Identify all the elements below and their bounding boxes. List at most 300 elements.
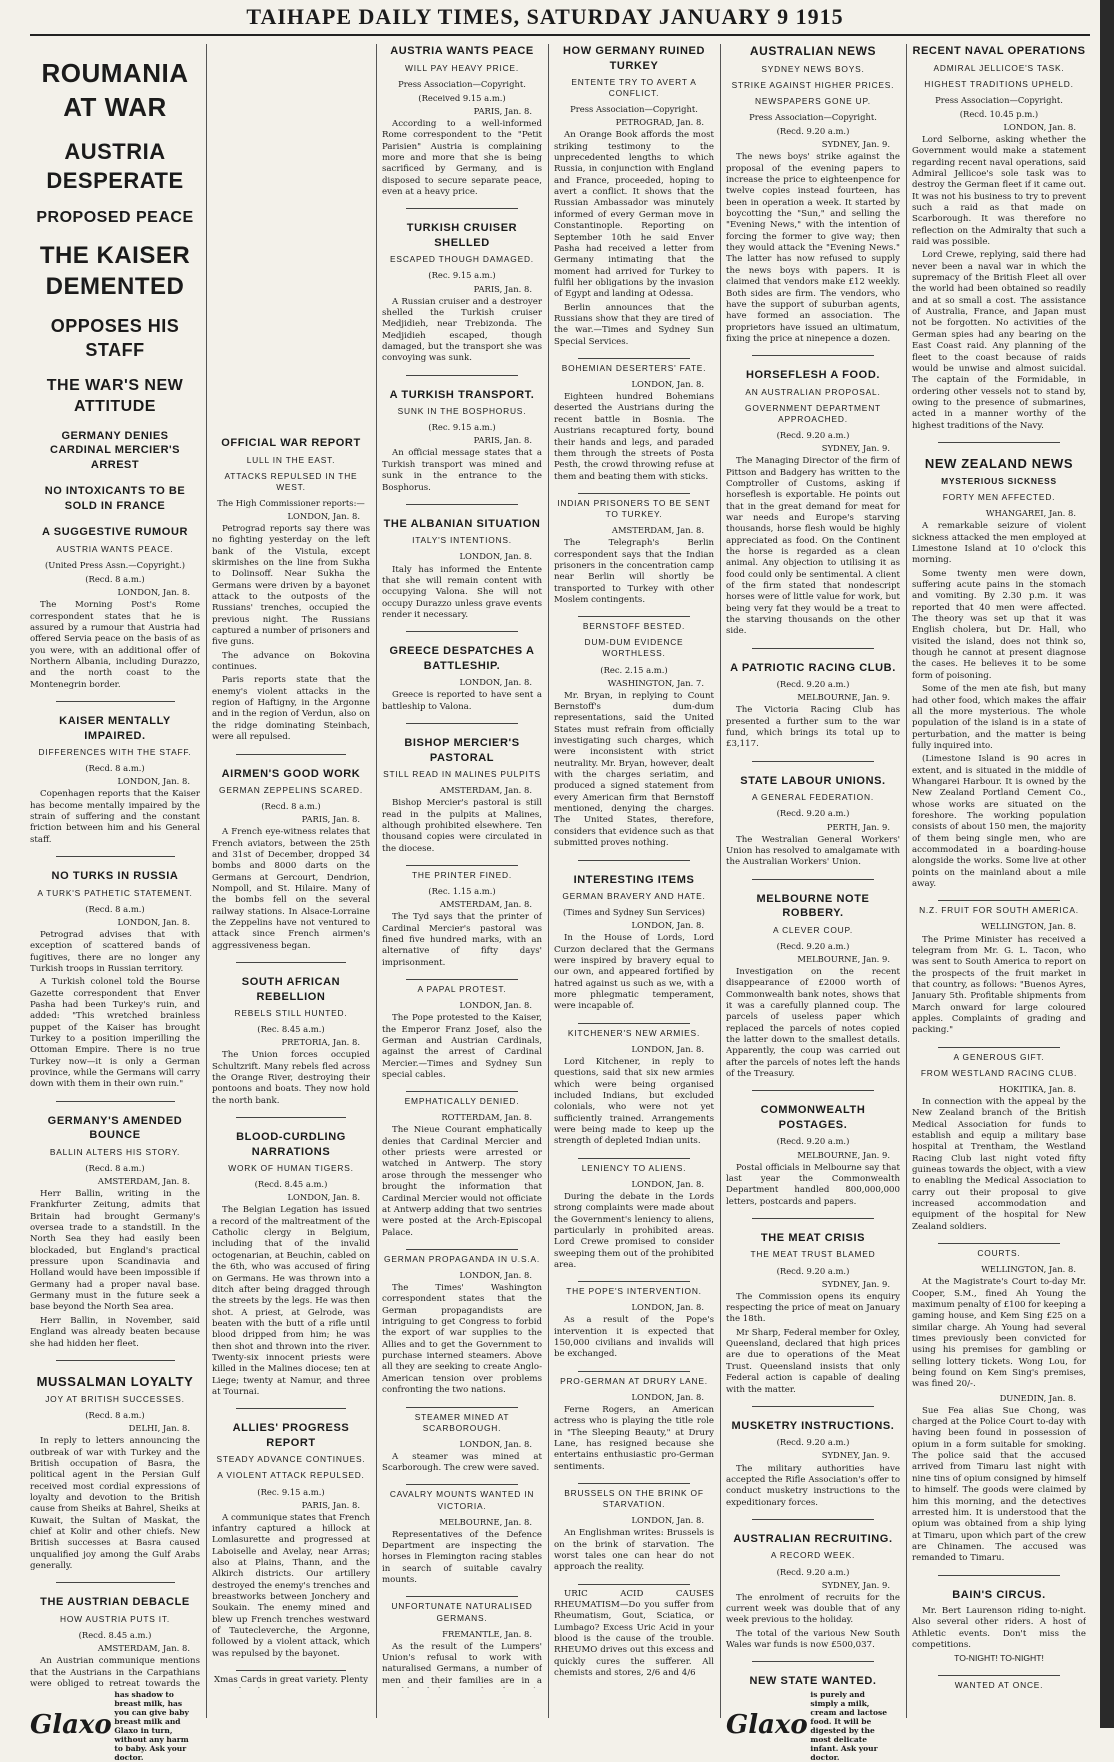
article-dateline: MELBOURNE, Jan. 9. xyxy=(797,1149,890,1160)
separator xyxy=(406,1407,518,1408)
article-title: MUSSALMAN LOYALTY xyxy=(36,1373,194,1389)
scan-edge xyxy=(1100,0,1114,1728)
article-received: (Rec. 9.15 a.m.) xyxy=(428,422,496,433)
article-body: A Turkish colonel told the Bourse Gazette correspondent that Enver Pasha had been Turkey's ruin, and added: "This wretched brainless puppet of the Kaiser has brought Turkey to a position imperilling the Ottoman Empire. There is no true Turkey now—it is only a German province, while the Germans will carry down with them in their own ruin." xyxy=(30,977,200,1090)
article-subtitle: STILL READ IN MALINES PULPITS xyxy=(383,769,541,780)
article xyxy=(726,774,900,869)
article-title: KAISER MENTALLY IMPAIRED. xyxy=(59,715,171,742)
article-body: Mr. Bryan, in replying to Count Bernstoff's dum-dum representations, said the United States must refrain from officially investigating such charges, which were inconsistent with strict neutrality. Mr. Bryan, however, dealt with the charges seriatim, and produced a signed statement from every American firm that Bernstoff mentioned, denying the charges. The United States, therefore, considers that evidence such as that submitted proves nothing. xyxy=(554,690,714,849)
article-title: GERMANY'S AMENDED BOUNCE xyxy=(47,1114,183,1142)
separator xyxy=(578,1371,690,1372)
article xyxy=(912,1052,1086,1233)
headline-2: AUSTRIA DESPERATE xyxy=(46,138,184,193)
column-divider xyxy=(548,44,549,1718)
article-body: Investigation on the recent disappearance of £2000 worth of Commonwealth bank notes, shows that it was a carefully planned coup. The parcels of useless paper which replaced the parcels of notes copied the latter down to the smallest details. Apparently, the coup was carried out after the parcels of notes left the hands of the Treasury. xyxy=(726,966,900,1080)
article-dateline: ROTTERDAM, Jan. 8. xyxy=(441,1112,532,1123)
article xyxy=(554,621,714,849)
article-body: A remarkable seizure of violent sickness attacked the men employed at Limestone Island at 10 o'clock this morning. xyxy=(912,521,1086,566)
separator xyxy=(752,1519,874,1520)
article-body: In reply to letters announcing the outbreak of war with Turkey and the British occupation of Basra, the political agent in the Persian Gulf received most cordial expressions of loyalty and devotion to the British cause from Sheiks at Bahrel, Sheiks at Kuwait, the Sultan of Maskat, the chief at Kolir and other chiefs. New British successes at Basra caused unqualified joy among the Gulf Arabs generally. xyxy=(30,1436,200,1572)
article-body: An Orange Book affords the most striking testimony to the unprecedented lengths to which Russia, in conjunction with England and France, proceeded, hoping to avert a conflict. It shows that the Russian Ambassador was minutely informed of every German move in Constantinople. Reporting on September 10th he said Enver Pasha had received a letter from Germany intimating that the moment had arrived for Turkey to fulfil her obligations by the invasion of Egypt and landing at Odessa. xyxy=(554,130,714,300)
article-subtitle: SYDNEY NEWS BOYS. xyxy=(761,63,865,74)
article-body: Copenhagen reports that the Kaiser has become mentally impaired by the strain of suffering and the constant friction between him and his General staff. xyxy=(30,789,200,845)
article-dateline: LONDON, Jan. 8. xyxy=(459,1000,532,1011)
article xyxy=(30,714,200,846)
glaxo-text: has shadow to breast milk, has you can give baby breast milk and Glaxo in turn, without any harm to baby. Ask your doctor. xyxy=(114,1690,189,1762)
article-dateline: SYDNEY, Jan. 9. xyxy=(821,1579,890,1590)
column-6 xyxy=(912,44,1086,1688)
article-body: The Pope protested to the Kaiser, the Emperor Franz Josef, also the German and Austrian Cardinals, against the arrest of Cardinal Mercier.—Times and Sydney Sun special cables. xyxy=(382,1013,542,1080)
article xyxy=(912,44,1086,432)
article-dateline: LONDON, Jan. 8. xyxy=(631,1043,704,1054)
article-subtitle: A TURK'S PATHETIC STATEMENT. xyxy=(37,887,193,898)
separator xyxy=(406,631,518,632)
article-source: Press Association—Copyright. xyxy=(935,94,1063,105)
article-title: A PAPAL PROTEST. xyxy=(417,984,507,995)
column-1 xyxy=(30,44,200,1688)
separator xyxy=(406,979,518,980)
glaxo-advert-left xyxy=(30,1690,200,1762)
article-dateline: HOKITIKA, Jan. 8. xyxy=(999,1083,1076,1094)
article-subtitle: WILL PAY HEAVY PRICE. xyxy=(405,62,519,73)
article-subtitle: DIFFERENCES WITH THE STAFF. xyxy=(38,747,192,758)
glaxo-logo: Glaxo xyxy=(30,1710,112,1741)
article-received: (Recd. 9.20 a.m.) xyxy=(776,808,850,819)
article-title: AUSTRIA WANTS PEACE xyxy=(390,45,534,57)
article-body: Ferne Rogers, an American actress who is playing the title role in "The Sleeping Beauty," at Drury Lane, has resigned because she entertains enthusiastic pro-German sentiments. xyxy=(554,1404,714,1472)
separator xyxy=(578,358,690,359)
article-title: THE MEAT CRISIS xyxy=(760,1231,866,1244)
separator xyxy=(406,1249,518,1250)
article-title: TURKISH CRUISER SHELLED xyxy=(406,222,518,249)
column-divider xyxy=(376,44,377,1718)
article-body: A steamer was mined at Scarborough. The crew were saved. xyxy=(382,1451,542,1474)
article-subtitle: SUNK IN THE BOSPHORUS. xyxy=(397,406,527,417)
separator xyxy=(578,1483,690,1484)
article-subtitle: LULL IN THE EAST. xyxy=(246,454,336,465)
article-dateline: FREMANTLE, Jan. 8. xyxy=(442,1628,532,1639)
separator xyxy=(578,1158,690,1159)
article-body: At the Magistrate's Court to-day Mr. Cooper, S.M., fined Ah Young the maximum penalty of £100 for keeping a gaming house, and Kem Sing £25 on a similar charge. Ah Young had several times previously been convicted for using his premises for gambling or selling lottery tickets. Wong Lou, for being found on Kem Sing's premises, was fined 20/-. xyxy=(912,1277,1086,1390)
article-dateline: PARIS, Jan. 8. xyxy=(301,1499,360,1510)
article xyxy=(212,1130,370,1398)
article-dateline: PETROGRAD, Jan. 8. xyxy=(615,117,704,128)
article-source: Press Association—Copyright. xyxy=(398,78,526,89)
masthead-title: TAIHAPE DAILY TIMES, SATURDAY JANUARY 9 1915 xyxy=(246,4,844,29)
article-subtitle: HOW AUSTRIA PUTS IT. xyxy=(60,1613,170,1624)
article-body: The Telegraph's Berlin correspondent says that the Indian prisoners in the concentration camp near Berlin will shortly be transported to Turkey with other Moslem contingents. xyxy=(554,538,714,605)
article-body: A French eye-witness relates that French aviators, between the 25th and 31st of December, dropped 34 bombs and 8000 darts on the Germans at Gercourt, Dendrion, Nompoll, and St. Hilaire. Many of the bombs fell on the several railway stations. In Alsace-Lorraine the Zeppelins have not ventured to attack since French airmen's aggressiveness began. xyxy=(212,827,370,951)
article xyxy=(30,1373,200,1573)
column-divider xyxy=(906,44,907,1718)
article-body: Some of the men ate fish, but many had other food, which makes the affair all the more mysterious. The whole population of the island is in a state of perturbation, and the matter is being fully inquired into. xyxy=(912,684,1086,751)
article-body: Lord Kitchener, in reply to questions, said that six new armies which were being organised included Indians, but excluded colonials, who were not yet sufficiently trained. Arrangements were being made to keep up the strength of depleted Indian units. xyxy=(554,1056,714,1147)
article-title: GREECE DESPATCHES A BATTLESHIP. xyxy=(389,645,535,672)
article-body: The advance on Bokovina continues. xyxy=(212,650,370,673)
article-body: A communique states that French infantry captured a hillock at Lomlasurette and progressed at Laboiselle and Avelay, near Arras; also at Plains, Thann, and the Alkirch districts. Our artillery destroyed the enemy's trenches and breastworks between Jonchery and Soukain. The enemy mined and blew up French trenches westward of Tautecleverche, the Argonne, followed by a violent attack, which was repulsed by the bayonet. xyxy=(212,1512,370,1659)
article-body: The news boys' strike against the proposal of the evening papers to increase the price to eighteenpence for twelve copies instead fourteen, has been in operation a week. It started by boycotting the "Sun," and selling the "Evening News," with the intention of forcing the former to give way; then they would attack the "Evening News." The latter has now refused to supply the news boys with papers. It is claimed that vendors make £12 weekly. Both sides are firm. The vendors, who have the support of suburban agents, have formed an association. The proprietors have issued an ultimatum, fixing the price at ninepence a dozen. xyxy=(726,152,900,344)
article xyxy=(726,44,900,345)
article-received: (Recd. 9.20 a.m.) xyxy=(776,1566,850,1577)
article-dateline: PARIS, Jan. 8. xyxy=(473,105,532,116)
article-body: According to a well-informed Rome correspondent to the "Petit Parisien" Austria is complaining more and more that she is being sacrificed by Germany, and is disposed to secure separate peace, even at a heavy price. xyxy=(382,118,542,197)
article xyxy=(30,1114,200,1350)
article-subtitle: AN AUSTRALIAN PROPOSAL. xyxy=(745,386,881,397)
article-body: Herr Ballin, in November, said England was already beaten because she had hidden her fleet. xyxy=(30,1315,200,1349)
column-divider xyxy=(720,44,721,1718)
separator xyxy=(406,1484,518,1485)
column-5 xyxy=(726,44,900,1688)
article-dateline: WELLINGTON, Jan. 8. xyxy=(981,921,1076,932)
article-received: (Rec. 9.15 a.m.) xyxy=(428,270,496,281)
separator xyxy=(752,1090,874,1091)
article-subtitle: DUM-DUM EVIDENCE WORTHLESS. xyxy=(584,637,684,659)
article-source: Press Association—Copyright. xyxy=(749,112,877,123)
separator xyxy=(578,1584,690,1585)
article-title: GERMAN PROPAGANDA IN U.S.A. xyxy=(384,1253,540,1264)
article xyxy=(382,870,542,969)
article-subtitle: A VIOLENT ATTACK REPULSED. xyxy=(217,1470,365,1481)
headline-1: ROUMANIA AT WAR xyxy=(41,58,189,123)
column-3 xyxy=(382,44,542,1688)
article-subtitle: FORTY MEN AFFECTED. xyxy=(942,492,1056,503)
article-title: LENIENCY TO ALIENS. xyxy=(581,1162,687,1173)
article-title: ALLIES' PROGRESS REPORT xyxy=(232,1422,350,1449)
article xyxy=(212,436,370,744)
headline-6: THE WAR'S NEW ATTITUDE xyxy=(46,376,184,415)
article xyxy=(554,1286,714,1361)
article-title: COMMONWEALTH POSTAGES. xyxy=(760,1104,866,1131)
article-dateline: WASHINGTON, Jan. 7. xyxy=(607,677,704,688)
separator xyxy=(578,616,690,617)
article-body: Some twenty men were down, suffering acute pains in the stomach and vomiting. By 2.30 p.m. it was reported that 40 men were affected. The theory was set up that it was English cholera, but Dr. Hall, who visited the island, does not think so, though he cannot at present diagnose the cases. He believes it to be some form of poisoning. xyxy=(912,568,1086,681)
article-body: Lord Crewe, replying, said there had never been a naval war in which the supremacy of the British Fleet all over the world had been obtained so readily and at so small a cost. The assistance of Australia, France, and Japan must not be forgotten. No activities of the German spies had any bearing on the East Coast raid. Any planning of the fleet to the coast because of raids would be unwise and almost suicidal. The captain of the Formidable, in ordering other vessels not to stand by, owing to the presence of submarines, acted in a manner worthy of the highest traditions of the Navy. xyxy=(912,250,1086,431)
article-dateline: SYDNEY, Jan. 9. xyxy=(821,139,890,150)
article-received: (Rec. 1.15 a.m.) xyxy=(428,886,496,897)
article-body: The enrolment of recruits for the current week was double that of any week previous to the holiday. xyxy=(726,1592,900,1626)
article-subtitle: REBELS STILL HUNTED. xyxy=(234,1008,348,1019)
article xyxy=(726,661,900,751)
article-title: N.Z. FRUIT FOR SOUTH AMERICA. xyxy=(919,905,1079,916)
article-body: Mr Sharp, Federal member for Oxley, Queensland, declared that high prices are due to operations of the Meat Trust. Queensland insists that only Federal action is capable of dealing with the matter. xyxy=(726,1327,900,1395)
glaxo-text: is purely and simply a milk, cream and lactose food. It will be digested by the most delicate infant. Ask your doctor. xyxy=(810,1690,887,1762)
article-received: (Recd. 8 a.m.) xyxy=(85,1162,145,1173)
article-received: (Recd. 8 a.m.) xyxy=(85,1410,145,1421)
advert-rheumo: URIC ACID CAUSES RHEUMATISM—Do you suffer from Rheumatism, Gout, Sciatica, or Lumbago? Excess Uric Acid in your blood is the cause of the trouble. RHEUMO drives out this excess and quickly cures the sufferer. All chemists and stores, 2/6 and 4/6 xyxy=(554,1588,714,1679)
article-received: (Recd. 8 a.m.) xyxy=(261,801,321,812)
article-source: Press Association—Copyright. xyxy=(570,104,698,115)
article xyxy=(30,869,200,1091)
article-body: Representatives of the Defence Department are inspecting the horses in Flemington racing stables in search of suitable cavalry mounts. xyxy=(382,1529,542,1586)
article-title: BLOOD-CURDLING NARRATIONS xyxy=(236,1131,346,1158)
article-title: NO TURKS IN RUSSIA xyxy=(51,870,179,883)
column-2 xyxy=(212,44,370,1688)
article-dateline: AMSTERDAM, Jan. 8. xyxy=(97,1643,190,1654)
article-body: The Westralian General Workers' Union has resolved to amalgamate with the Australian Workers' Union. xyxy=(726,834,900,868)
article-dateline: LONDON, Jan. 8. xyxy=(117,587,190,598)
article-title: BERNSTOFF BESTED. xyxy=(582,621,686,632)
article-body: Lord Selborne, asking whether the Government would make a statement regarding recent naval operations, said Admiral Jellicoe's sole task was to destroy the German fleet if it came out. It was not his business to try to prevent such a raid as that made on Scarborough. It was therefore no reflection on the Admiralty that such a raid was possible. xyxy=(912,134,1086,248)
article-dateline: LONDON, Jan. 8. xyxy=(631,920,704,931)
separator xyxy=(236,1117,347,1118)
article-received: (Recd. 8.45 a.m.) xyxy=(78,1630,152,1641)
article xyxy=(212,1421,370,1660)
separator xyxy=(56,1101,175,1102)
separator xyxy=(938,900,1060,901)
article-body: The Belgian Legation has issued a record of the maltreatment of the Catholic clergy in Belgium, including that of the invalid octogenarian, at Beuchin, cabled on the 6th, who was accused of firing on Germans. He was thrown into a ditch after being dragged through the streets by the legs. He was then shot. A priest, at Gelrode, was beaten with the butt of a rifle until blood dripped from him; he was then shot and thrown into the river. Twenty-six innocent priests were killed in the Malines diocese; ten at Liege; twenty at Namur, and three at Tournai. xyxy=(212,1205,370,1397)
article-subtitle: A CLEVER COUP. xyxy=(773,924,853,935)
article-title: A TURKISH TRANSPORT. xyxy=(389,388,535,401)
article xyxy=(726,1231,900,1396)
article xyxy=(382,1412,542,1475)
article-body: Herr Ballin, writing in the Frankfurter Zeitung, admits that Britain had brought Germany's oversea trade to a standstill. In the North Sea they had easily been blockaded, but England's practical pressure upon Scandinavia and Holland would have been impossible if Germany had a proper naval base. Germany must in the future seek a base beyond the North Sea area. xyxy=(30,1189,200,1313)
article-body: An official message states that a Turkish transport was mined and sunk in the entrance to the Bosphorus. xyxy=(382,448,542,493)
article-title: THE PRINTER FINED. xyxy=(411,870,512,881)
separator xyxy=(752,1406,874,1407)
article-subtitle: AUSTRIA WANTS PEACE. xyxy=(56,543,174,554)
separator xyxy=(938,1575,1060,1576)
separator xyxy=(578,1023,690,1024)
article-title: NEW STATE WANTED. xyxy=(749,1675,877,1688)
column-4 xyxy=(554,44,714,1688)
article xyxy=(726,1419,900,1509)
article-dateline: LONDON, Jan. 8. xyxy=(631,1515,704,1526)
article-title: A SUGGESTIVE RUMOUR xyxy=(41,526,189,539)
article-dateline: LONDON, Jan. 8. xyxy=(631,1391,704,1402)
article-title: INTERESTING ITEMS xyxy=(573,873,695,886)
article-source: (Times and Sydney Sun Services) xyxy=(563,907,705,918)
article-dateline: AMSTERDAM, Jan. 8. xyxy=(97,1175,190,1186)
article-body: The Commission opens its enquiry respecting the price of meat on January the 18th. xyxy=(726,1291,900,1325)
article xyxy=(212,767,370,953)
article-subtitle: HIGHEST TRADITIONS UPHELD. xyxy=(924,78,1074,89)
headline-4: THE KAISER DEMENTED xyxy=(39,241,191,301)
article-received: (Recd. 9.20 a.m.) xyxy=(776,1437,850,1448)
article-subtitle: A GENERAL FEDERATION. xyxy=(752,792,874,803)
article-body: An Austrian communique mentions that the Austrians in the Carpathians were obliged to retreat towards the xyxy=(30,1656,200,1688)
article xyxy=(382,221,542,364)
article-received: (Recd. 8 a.m.) xyxy=(85,574,145,585)
article-dateline: LONDON, Jan. 8. xyxy=(459,551,532,562)
separator xyxy=(406,375,518,376)
article-title: HOW GERMANY RUINED TURKEY xyxy=(563,45,705,72)
article-body: The Prime Minister has received a telegram from Mr. G. L. Tacon, who was sent to South America to report on the prospects of the fruit market in that country, as follows: "Buenos Ayres, January 5th. Profitable shipments from March onward for large coloured apples. Complaints of grading and packing." xyxy=(912,934,1086,1036)
article-dateline: DELHI, Jan. 8. xyxy=(128,1423,190,1434)
article-subtitle: ADMIRAL JELLICOE'S TASK. xyxy=(933,62,1065,73)
article-body: Mr. Bert Laurenson riding to-night. Also several other riders. A host of Athletic events. Don't miss the competitions. xyxy=(912,1606,1086,1651)
article-subtitle: STEADY ADVANCE CONTINUES. xyxy=(216,1454,366,1465)
article-subtitle: JOY AT BRITISH SUCCESSES. xyxy=(45,1394,185,1404)
separator xyxy=(236,1670,347,1671)
article-subtitle: WORK OF HUMAN TIGERS. xyxy=(228,1163,354,1174)
separator xyxy=(752,879,874,880)
article-title: COURTS. xyxy=(977,1248,1021,1259)
article-dateline: PRETORIA, Jan. 8. xyxy=(281,1037,360,1048)
article-body: Petrograd advises that with exception of scattered bands of fugitives, there are no longer any Turkish troops in Russian territory. xyxy=(30,929,200,974)
article xyxy=(382,388,542,494)
article-subtitle: BALLIN ALTERS HIS STORY. xyxy=(49,1146,181,1157)
separator xyxy=(56,856,175,857)
article-title: MUSKETRY INSTRUCTIONS. xyxy=(731,1419,895,1432)
separator xyxy=(406,504,518,505)
article-title: CAVALRY MOUNTS WANTED IN VICTORIA. xyxy=(389,1489,535,1511)
separator xyxy=(406,723,518,724)
separator xyxy=(938,1675,1060,1676)
article-subtitle: A RECORD WEEK. xyxy=(770,1550,856,1561)
article-dateline: LONDON, Jan. 8. xyxy=(631,1178,704,1189)
article-body: As the result of the Lumpers' Union's refusal to work with naturalised Germans, a number of men and their families are in a xyxy=(382,1641,542,1686)
article-title: THE AUSTRIAN DEBACLE xyxy=(40,1596,190,1609)
article-dateline: PARIS, Jan. 8. xyxy=(301,814,360,825)
separator xyxy=(56,1582,175,1583)
article xyxy=(382,1601,542,1688)
article-title: NEW ZEALAND NEWS xyxy=(924,455,1074,471)
article-source: The High Commissioner reports:— xyxy=(217,497,365,508)
article-dateline: PARIS, Jan. 8. xyxy=(473,435,532,446)
article-title: WANTED AT ONCE. xyxy=(954,1679,1044,1688)
article-dateline: AMSTERDAM, Jan. 8. xyxy=(439,899,532,910)
headline-5: OPPOSES HIS STAFF xyxy=(50,316,180,360)
separator xyxy=(578,860,690,861)
article-dateline: SYDNEY, Jan. 9. xyxy=(821,443,890,454)
article xyxy=(382,984,542,1081)
article-dateline: LONDON, Jan. 8. xyxy=(117,916,190,927)
separator xyxy=(236,1408,347,1409)
separator xyxy=(56,701,175,702)
separator xyxy=(938,442,1060,443)
article-dateline: LONDON, Jan. 8. xyxy=(631,1302,704,1313)
article-subtitle: GOVERNMENT DEPARTMENT APPROACHED. xyxy=(745,402,881,424)
article-dateline: WHANGAREI, Jan. 8. xyxy=(985,508,1076,519)
article xyxy=(382,644,542,713)
article xyxy=(554,1163,714,1272)
glaxo-advert-right xyxy=(726,1690,900,1762)
article-title: AUSTRALIAN NEWS xyxy=(749,44,877,58)
article-body: The total of the various New South Wales war funds is now £500,037. xyxy=(726,1628,900,1651)
masthead-rule xyxy=(30,34,1090,36)
separator xyxy=(406,208,518,209)
article-received: (Recd. 9.20 a.m.) xyxy=(776,430,850,441)
article xyxy=(382,44,542,198)
article-dateline: AMSTERDAM, Jan. 8. xyxy=(439,785,532,796)
front-headlines xyxy=(30,56,200,513)
article-title: SOUTH AFRICAN REBELLION xyxy=(241,976,341,1003)
article-title: BISHOP MERCIER'S PASTORAL xyxy=(404,737,520,764)
article xyxy=(726,1103,900,1208)
article xyxy=(554,363,714,483)
article-body: The Tyd says that the printer of Cardinal Mercier's pastoral was fined five hundred marks, with an alternative of fifty days' imprisonment. xyxy=(382,912,542,968)
article xyxy=(726,368,900,637)
article-subtitle: ATTACKS REPULSED IN THE WEST. xyxy=(224,470,358,492)
separator xyxy=(752,1661,874,1662)
article-dateline: LONDON, Jan. 8. xyxy=(287,510,360,521)
article-dateline: LONDON, Jan. 8. xyxy=(459,677,532,688)
article-subtitle: NEWSPAPERS GONE UP. xyxy=(755,96,871,107)
article-dateline: MELBOURNE, Jan. 8. xyxy=(439,1516,532,1527)
article-title: HORSEFLESH A FOOD. xyxy=(745,369,881,382)
article-received: (Recd. 8 a.m.) xyxy=(85,763,145,774)
article-body: Postal officials in Melbourne say that last year the Commonwealth Department handled 800,000,000 letters, postcards and papers. xyxy=(726,1162,900,1207)
article-received: (Recd. 9.20 a.m.) xyxy=(776,126,850,137)
article-title: KITCHENER'S NEW ARMIES. xyxy=(567,1027,701,1038)
article-dateline: DUNEDIN, Jan. 8. xyxy=(999,1392,1076,1403)
article-received: (Rec. 9.15 a.m.) xyxy=(257,1486,325,1497)
article-dateline: LONDON, Jan. 8. xyxy=(287,1192,360,1203)
article-body: The Nieue Courant emphatically denies that Cardinal Mercier and other priests were arrested or watched in Antwerp. The story arose through the messenger who brought the information that Cardinal Mercier would not officiate at Antwerp adding that two sentries were posted at the Arch-Episcopal Palace. xyxy=(382,1125,542,1238)
article-dateline: SYDNEY, Jan. 9. xyxy=(821,1278,890,1289)
article-subtitle: FROM WESTLAND RACING CLUB. xyxy=(920,1067,1078,1078)
article-received: (Recd. 9.20 a.m.) xyxy=(776,679,850,690)
article xyxy=(30,525,200,691)
separator xyxy=(752,648,874,649)
article-body: In connection with the appeal by the New Zealand branch of the British Medical Association for funds to establish and equip a military base hospital at Trentham, the Westland Racing Club last night voted fifty guineas towards the object, with a view to enabling the Medical Association to carry out their proposal to give increased accommodation and equipment of the hospital for New Zealand soldiers. xyxy=(912,1096,1086,1232)
article xyxy=(554,1028,714,1148)
advert-wanted xyxy=(912,1680,1086,1688)
article-received: (Recd. 10.45 p.m.) xyxy=(959,108,1039,119)
article-body: The military authorities have accepted the Rifle Association's offer to conduct musketry instructions to the expeditionary forces. xyxy=(726,1463,900,1508)
article-received: (Received 9.15 a.m.) xyxy=(418,92,506,103)
article xyxy=(382,1489,542,1586)
separator xyxy=(578,493,690,494)
article-received: (Rec. 2.15 a.m.) xyxy=(600,664,668,675)
article-body: Paris reports state that the enemy's violent attacks in the region of Haftigny, in the Argonne and in the region of Verdun, also on the ridge dominating Steinbach, were all repulsed. xyxy=(212,675,370,743)
article-dateline: LONDON, Jan. 8. xyxy=(117,776,190,787)
headline-3: PROPOSED PEACE xyxy=(36,208,194,226)
separator xyxy=(236,962,347,963)
article-body: (Limestone Island is 90 acres in extent, and is situated in the middle of Whangarei Harbour. It is owned by the New Zealand Portland Cement Co., whose works are situated on the foreshore. The working population consists of about 150 men, the majority of them being single men, who are accommodated in a boarding-house alongside the works. Some live at other points on the mainland about a mile away. xyxy=(912,754,1086,890)
article-dateline: LONDON, Jan. 8. xyxy=(459,1438,532,1449)
article xyxy=(554,873,714,1013)
article-title: BAIN'S CIRCUS. xyxy=(952,1588,1046,1601)
article-received: (Recd. 9.20 a.m.) xyxy=(776,1136,850,1147)
article-dateline: WELLINGTON, Jan. 8. xyxy=(981,1264,1076,1275)
article-received: (Rec. 8.45 a.m.) xyxy=(257,1024,325,1035)
headline-7: GERMANY DENIES CARDINAL MERCIER'S ARREST xyxy=(50,429,180,471)
article-title: A PATRIOTIC RACING CLUB. xyxy=(730,661,896,674)
article xyxy=(554,44,714,348)
article-title: BRUSSELS ON THE BRINK OF STARVATION. xyxy=(564,1488,704,1510)
article-subtitle: STRIKE AGAINST HIGHER PRICES. xyxy=(731,79,895,90)
article xyxy=(554,1488,714,1574)
column-divider xyxy=(206,44,207,1718)
article-subtitle: MYSTERIOUS SICKNESS xyxy=(941,476,1057,487)
article-title: BOHEMIAN DESERTERS' FATE. xyxy=(561,362,707,373)
article-title: EMPHATICALLY DENIED. xyxy=(404,1096,520,1107)
article-body: The Union forces occupied Schultzrift. Many rebels fled across the Orange River, destroying their pontoons and boats. They now hold the north bank. xyxy=(212,1050,370,1106)
article xyxy=(382,736,542,855)
article-subtitle: ENTENTE TRY TO AVERT A CONFLICT. xyxy=(571,77,697,99)
article-received: (Recd. 8.45 a.m.) xyxy=(254,1179,328,1190)
separator xyxy=(752,761,874,762)
article-body: An Englishman writes: Brussels is on the brink of starvation. The worst tales one can hear do not approach the reality. xyxy=(554,1528,714,1573)
separator xyxy=(938,1243,1060,1244)
article-subtitle: GERMAN ZEPPELINS SCARED. xyxy=(219,785,363,796)
separator xyxy=(406,1596,518,1597)
article-body: The Morning Post's Rome correspondent states that he is assured by a rumour that Austria had offered Servia peace on the basis of as you were, with an additional offer of Northern Albania, including Durazzo, and the north coast to the Montenegrin border. xyxy=(30,600,200,690)
article-body: Bishop Mercier's pastoral is still read in the pulpits at Malines, although prohibited elsewhere. Ten thousand copies were circulated in the diocese. xyxy=(382,798,542,854)
article-dateline: LONDON, Jan. 8. xyxy=(459,1269,532,1280)
article-dateline: MELBOURNE, Jan. 9. xyxy=(797,692,890,703)
article-title: INDIAN PRISONERS TO BE SENT TO TURKEY. xyxy=(557,497,711,519)
article-body: Italy has informed the Entente that she will remain content with occupying Valona. She will not occupy Durazzo unless grave events render it necessary. xyxy=(382,564,542,620)
separator xyxy=(938,1047,1060,1048)
article-body: A Russian cruiser and a destroyer shelled the Turkish cruiser Medjidieh, near Trebizonda. The Medjidieh escaped, though damaged, but the transport she was convoying was sunk. xyxy=(382,296,542,364)
article-title: AUSTRALIAN RECRUITING. xyxy=(733,1532,893,1545)
advert-finch: Xmas Cards in great variety. Plenty xyxy=(213,1675,368,1686)
separator xyxy=(56,1360,175,1361)
article xyxy=(912,905,1086,1036)
article-body: As a result of the Pope's intervention it is expected that 150,000 civilians and invalids will be exchanged. xyxy=(554,1315,714,1360)
